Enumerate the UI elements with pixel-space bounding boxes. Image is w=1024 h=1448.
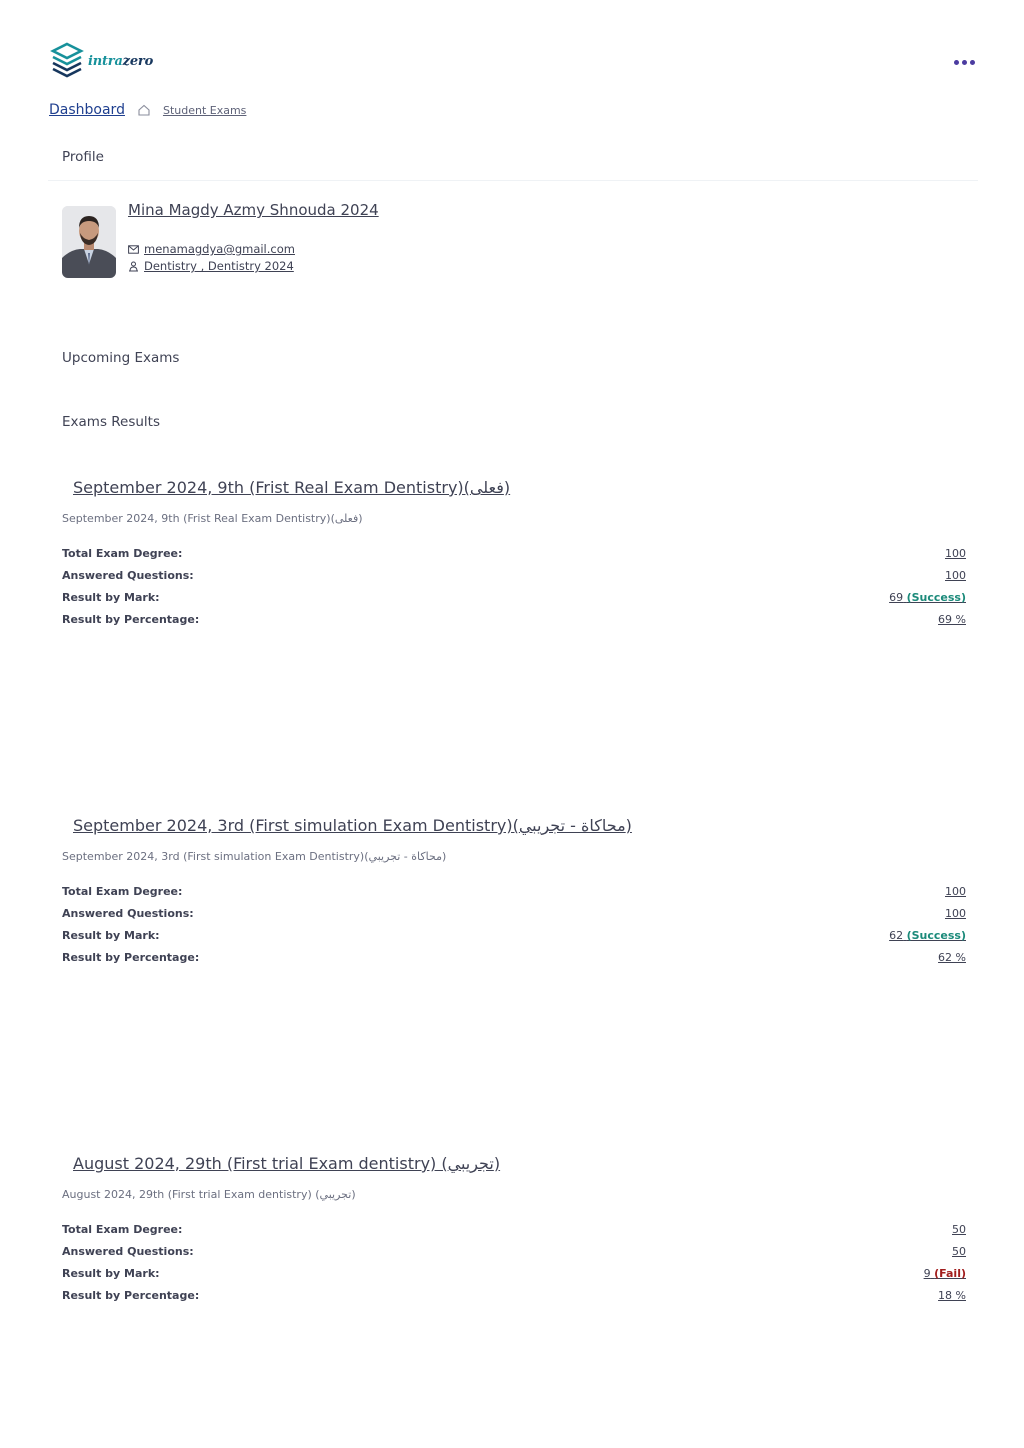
profile-email-row[interactable] [128,242,295,256]
stat-row-total [62,547,966,565]
intrazero-logo[interactable] [50,42,153,80]
logo-wordmark: intrazero [88,53,154,69]
stat-row-percentage [62,1289,966,1307]
stat-value-total[interactable]: 100 [945,547,966,560]
profile-name-link[interactable]: Mina Magdy Azmy Shnouda 2024 [128,201,379,219]
stat-value-mark[interactable] [889,591,966,604]
home-icon[interactable] [137,103,151,117]
stat-label: Total Exam Degree: [62,885,183,898]
envelope-icon [128,244,139,255]
more-dot-icon [962,60,967,65]
status-badge: (Success) [906,929,966,942]
status-badge: (Success) [906,591,966,604]
upcoming-exams-title: Upcoming Exams [62,350,180,366]
profile-department-row[interactable] [128,259,294,273]
breadcrumb [49,102,246,118]
stat-label: Answered Questions: [62,907,194,920]
stat-value-answered[interactable]: 100 [945,569,966,582]
stat-value-total[interactable]: 50 [952,1223,966,1236]
stat-row-mark [62,929,966,947]
stat-value-percentage[interactable]: 69 % [938,613,966,626]
more-dot-icon [970,60,975,65]
more-dot-icon [954,60,959,65]
more-options-button[interactable] [950,54,978,70]
stat-label: Result by Percentage: [62,951,200,964]
profile-email: menamagdya@gmail.com [144,242,295,256]
exam-title-link[interactable]: September 2024, 3rd (First simulation Exam Dentistry)(محاكاة - تجريبي) [73,816,632,835]
stat-value-total[interactable]: 100 [945,885,966,898]
breadcrumb-dashboard-link[interactable]: Dashboard [49,102,125,118]
exam-title-link[interactable]: September 2024, 9th (Frist Real Exam Dentistry)(فعلى) [73,478,511,497]
avatar [62,206,116,278]
exam-subtitle: September 2024, 9th (Frist Real Exam Dentistry)(فعلى) [62,512,363,525]
stat-label: Result by Mark: [62,591,160,604]
status-badge: (Fail) [934,1267,966,1280]
stat-label: Answered Questions: [62,569,194,582]
header [0,0,1024,100]
profile-department: Dentistry , Dentistry 2024 [144,259,294,273]
stat-label: Result by Mark: [62,929,160,942]
stat-row-total [62,1223,966,1241]
stat-row-total [62,885,966,903]
stat-row-answered [62,907,966,925]
stat-label: Result by Percentage: [62,613,200,626]
stat-value-answered[interactable]: 50 [952,1245,966,1258]
stat-label: Result by Percentage: [62,1289,200,1302]
mark-value: 9 [923,1267,931,1280]
divider [48,180,978,181]
stat-value-percentage[interactable]: 62 % [938,951,966,964]
stat-label: Total Exam Degree: [62,547,183,560]
stat-value-percentage[interactable]: 18 % [938,1289,966,1302]
stat-row-percentage [62,613,966,631]
stat-value-mark[interactable] [889,929,966,942]
stat-row-mark [62,591,966,609]
exams-results-title: Exams Results [62,414,161,430]
mark-value: 62 [889,929,904,942]
exam-subtitle: August 2024, 29th (First trial Exam dentistry) (تجريبي) [62,1188,356,1201]
logo-cube-icon [50,42,84,80]
exam-title-link[interactable]: August 2024, 29th (First trial Exam dentistry) (تجريبي) [73,1154,501,1173]
stat-row-answered [62,569,966,587]
stat-value-mark[interactable] [924,1267,966,1280]
user-group-icon [128,261,139,272]
stat-label: Total Exam Degree: [62,1223,183,1236]
stat-value-answered[interactable]: 100 [945,907,966,920]
stat-label: Answered Questions: [62,1245,194,1258]
stat-row-mark [62,1267,966,1285]
stat-row-answered [62,1245,966,1263]
breadcrumb-student-exams[interactable]: Student Exams [162,103,247,117]
exam-subtitle: September 2024, 3rd (First simulation Exam Dentistry)(محاكاة - تجريبي) [62,850,447,863]
profile-section-title: Profile [62,149,104,165]
mark-value: 69 [889,591,904,604]
stat-label: Result by Mark: [62,1267,160,1280]
stat-row-percentage [62,951,966,969]
